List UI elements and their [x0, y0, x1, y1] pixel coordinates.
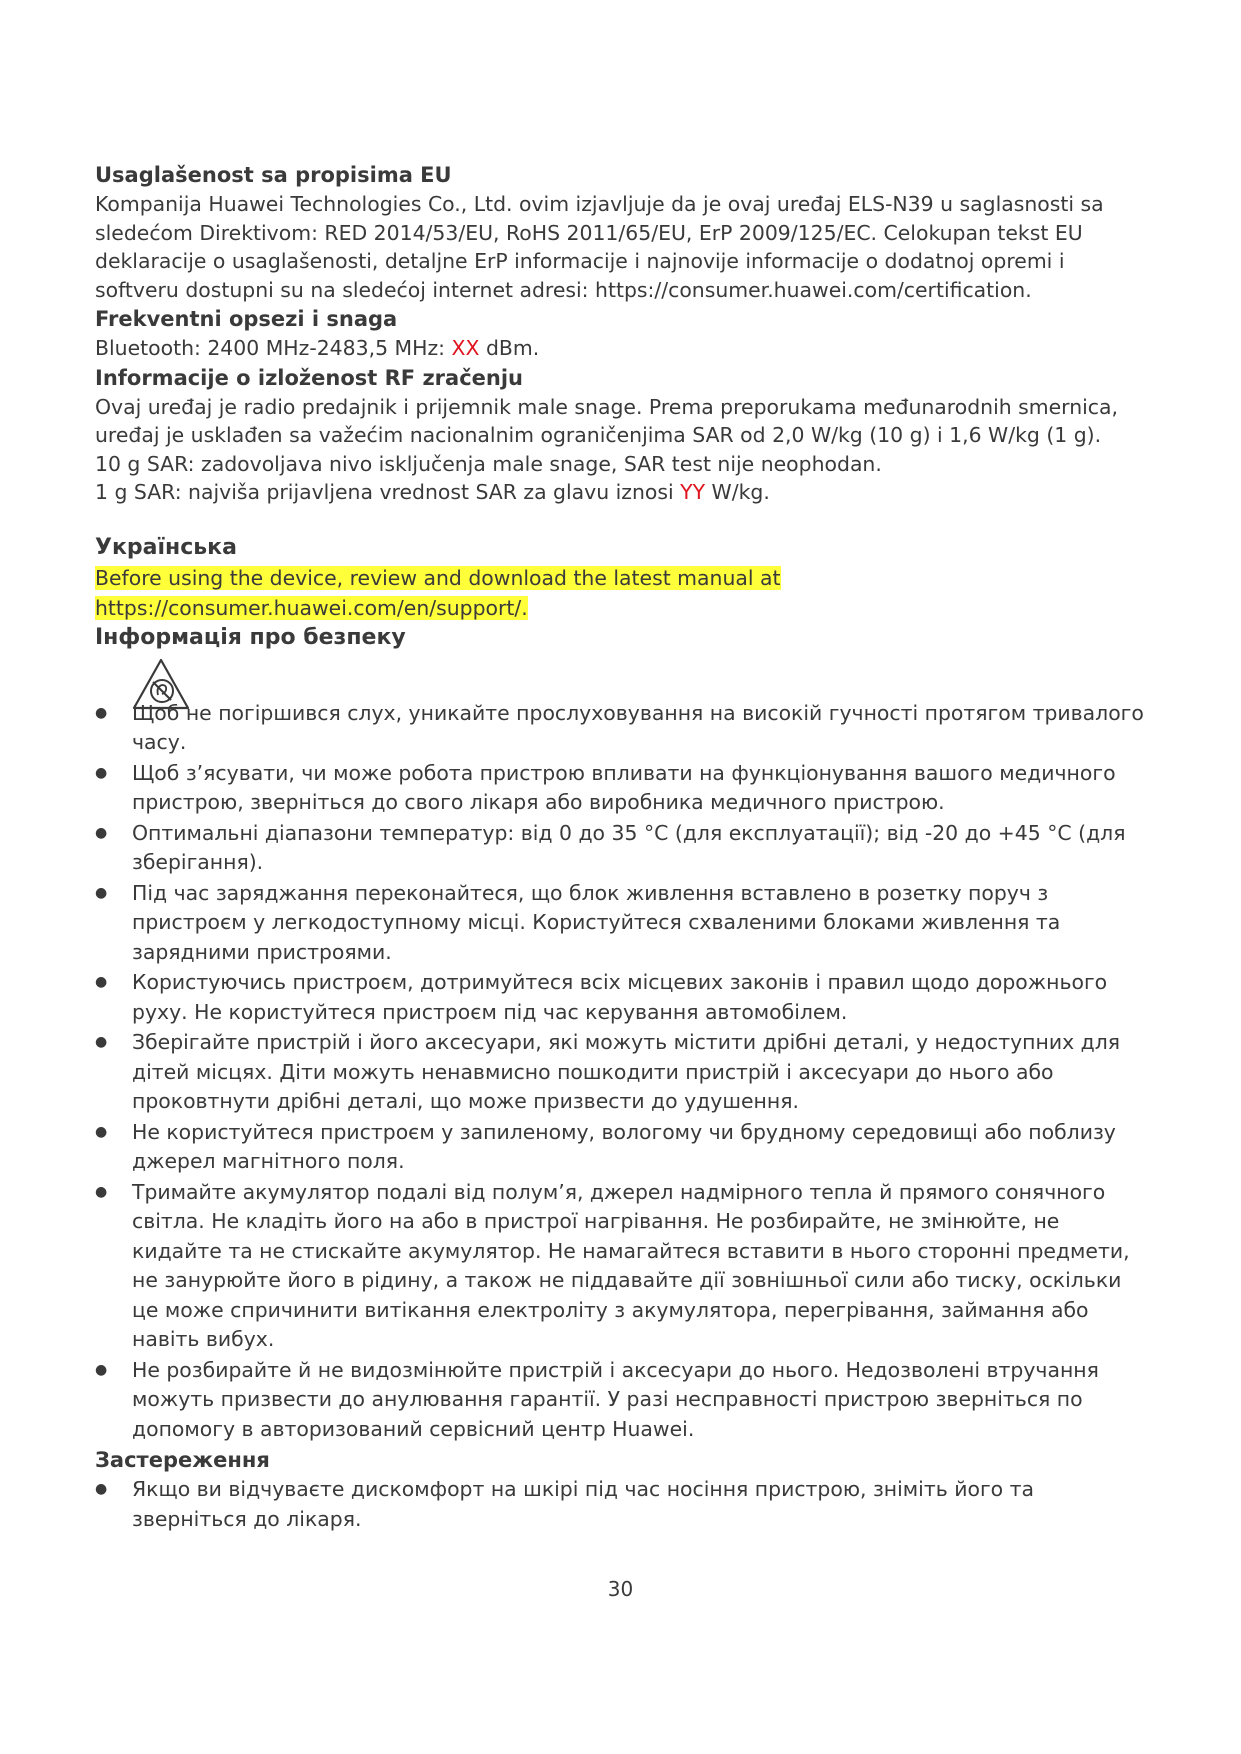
page-number: 30 [607, 1577, 634, 1601]
sar-1g-suffix: W/kg. [705, 480, 770, 504]
eu-compliance-text: Kompanija Huawei Technologies Co., Ltd. ovim izjavljuje da je ovaj uređaj ELS-N39 u saglasnosti sa sledećom Direktivom: RED 2014/53/EU, RoHS 2011/65/EU, ErP 2009/125/EC. Celokupan tekst EU deklaracije o usaglašenosti, detaljne ErP informacije i najnovije informacije o dodatnoj opremi i softveru dostupni su na sledećoj internet adresi: https://consumer.huawei.com/certification. [95, 192, 1104, 302]
eu-compliance-heading: Usaglašenost sa propisima EU [95, 163, 452, 187]
list-item: ● Не користуйтеся пристроєм у запиленому, вологому чи брудному середовищі або поблизу джерел магнітного поля. [95, 1118, 1150, 1177]
list-item: ● Не розбирайте й не видозмінюйте пристрій і аксесуари до нього. Недозволені втручання можуть призвести до анулювання гарантії. У разі несправності пристрою зверніться по допомогу в авторизований сервісний центр Huawei. [95, 1356, 1150, 1445]
frequency-value: XX [451, 336, 480, 360]
list-item: ● Щоб з’ясувати, чи може робота пристрою впливати на функціонування вашого медичного пристрою, зверніться до свого лікаря або виробника медичного пристрою. [95, 759, 1150, 818]
list-item: ● Щоб не погіршився слух, уникайте прослуховування на високій гучності протягом тривалого часу. [95, 699, 1150, 758]
list-item: ● Під час заряджання переконайтеся, що блок живлення вставлено в розетку поруч з пристроєм у легкодоступному місці. Користуйтеся схваленими блоками живлення та зарядними пристроями. [95, 879, 1150, 968]
sar-1g-value: YY [680, 480, 706, 504]
list-item: ● Тримайте акумулятор подалі від полум’я, джерел надмірного тепла й прямого сонячного світла. Не кладіть його на або в пристрої нагрівання. Не розбирайте, не змінюйте, не кидайте та не стискайте акумулятор. Не намагайтеся вставити в нього сторонні предмети, не занурюйте його в рідину, а також не піддавайте дії зовнішньої сили або тиску, оскільки це може спричинити витікання електроліту з акумулятора, перегрівання, займання або навіть вибух. [95, 1178, 1150, 1355]
list-item: ● Зберігайте пристрій і його аксесуари, які можуть містити дрібні деталі, у недоступних для дітей місцях. Діти можуть ненавмисно пошкодити пристрій і аксесуари до нього або проковтнути дрібні деталі, що може призвести до удушення. [95, 1028, 1150, 1117]
list-item: ● Оптимальні діапазони температур: від 0 до 35 °C (для експлуатації); від -20 до +45 °C (для зберігання). [95, 819, 1150, 878]
rf-exposure-text: Ovaj uređaj je radio predajnik i prijemnik male snage. Prema preporukama međunarodnih smernica, uređaj je usklađen sa važećim nacionalnim ograničenjima SAR od 2,0 W/kg (10 g) i 1,6 W/kg (1 g). [95, 394, 1118, 447]
frequency-prefix: Bluetooth: 2400 MHz-2483,5 MHz: [95, 336, 452, 360]
caution-list [95, 1475, 1150, 1534]
safety-list [95, 699, 1150, 1445]
frequency-heading: Frekventni opsezi i snaga [95, 307, 398, 331]
page-content [95, 160, 1150, 1535]
frequency-suffix: dBm. [479, 336, 540, 360]
frequency-text [95, 334, 1150, 363]
ukrainian-heading: Українська [95, 534, 237, 560]
rf-exposure-heading: Informacije o izloženost RF zračenju [95, 365, 523, 390]
caution-heading: Застереження [95, 1448, 270, 1472]
sar-1g-prefix: 1 g SAR: najviša prijavljena vrednost SAR za glavu iznosi [95, 480, 681, 504]
list-item: ● Користуючись пристроєм, дотримуйтеся всіх місцевих законів і правил щодо дорожнього руху. Не користуйтеся пристроєм під час керування автомобілем. [95, 968, 1150, 1027]
manual-notice-link[interactable]: https://consumer.huawei.com/en/support/. [95, 595, 528, 620]
manual-notice [95, 563, 1150, 623]
sar-1g-text [95, 478, 1150, 507]
sar-10g-text: 10 g SAR: zadovoljava nivo isključenja male snage, SAR test nije neophodan. [95, 451, 882, 476]
list-item: ● Якщо ви відчуваєте дискомфорт на шкірі під час носіння пристрою, зніміть його та зверніться до лікаря. [95, 1475, 1150, 1534]
manual-notice-line1: Before using the device, review and download the latest manual at [95, 565, 781, 590]
safety-heading: Інформація про безпеку [95, 624, 406, 650]
